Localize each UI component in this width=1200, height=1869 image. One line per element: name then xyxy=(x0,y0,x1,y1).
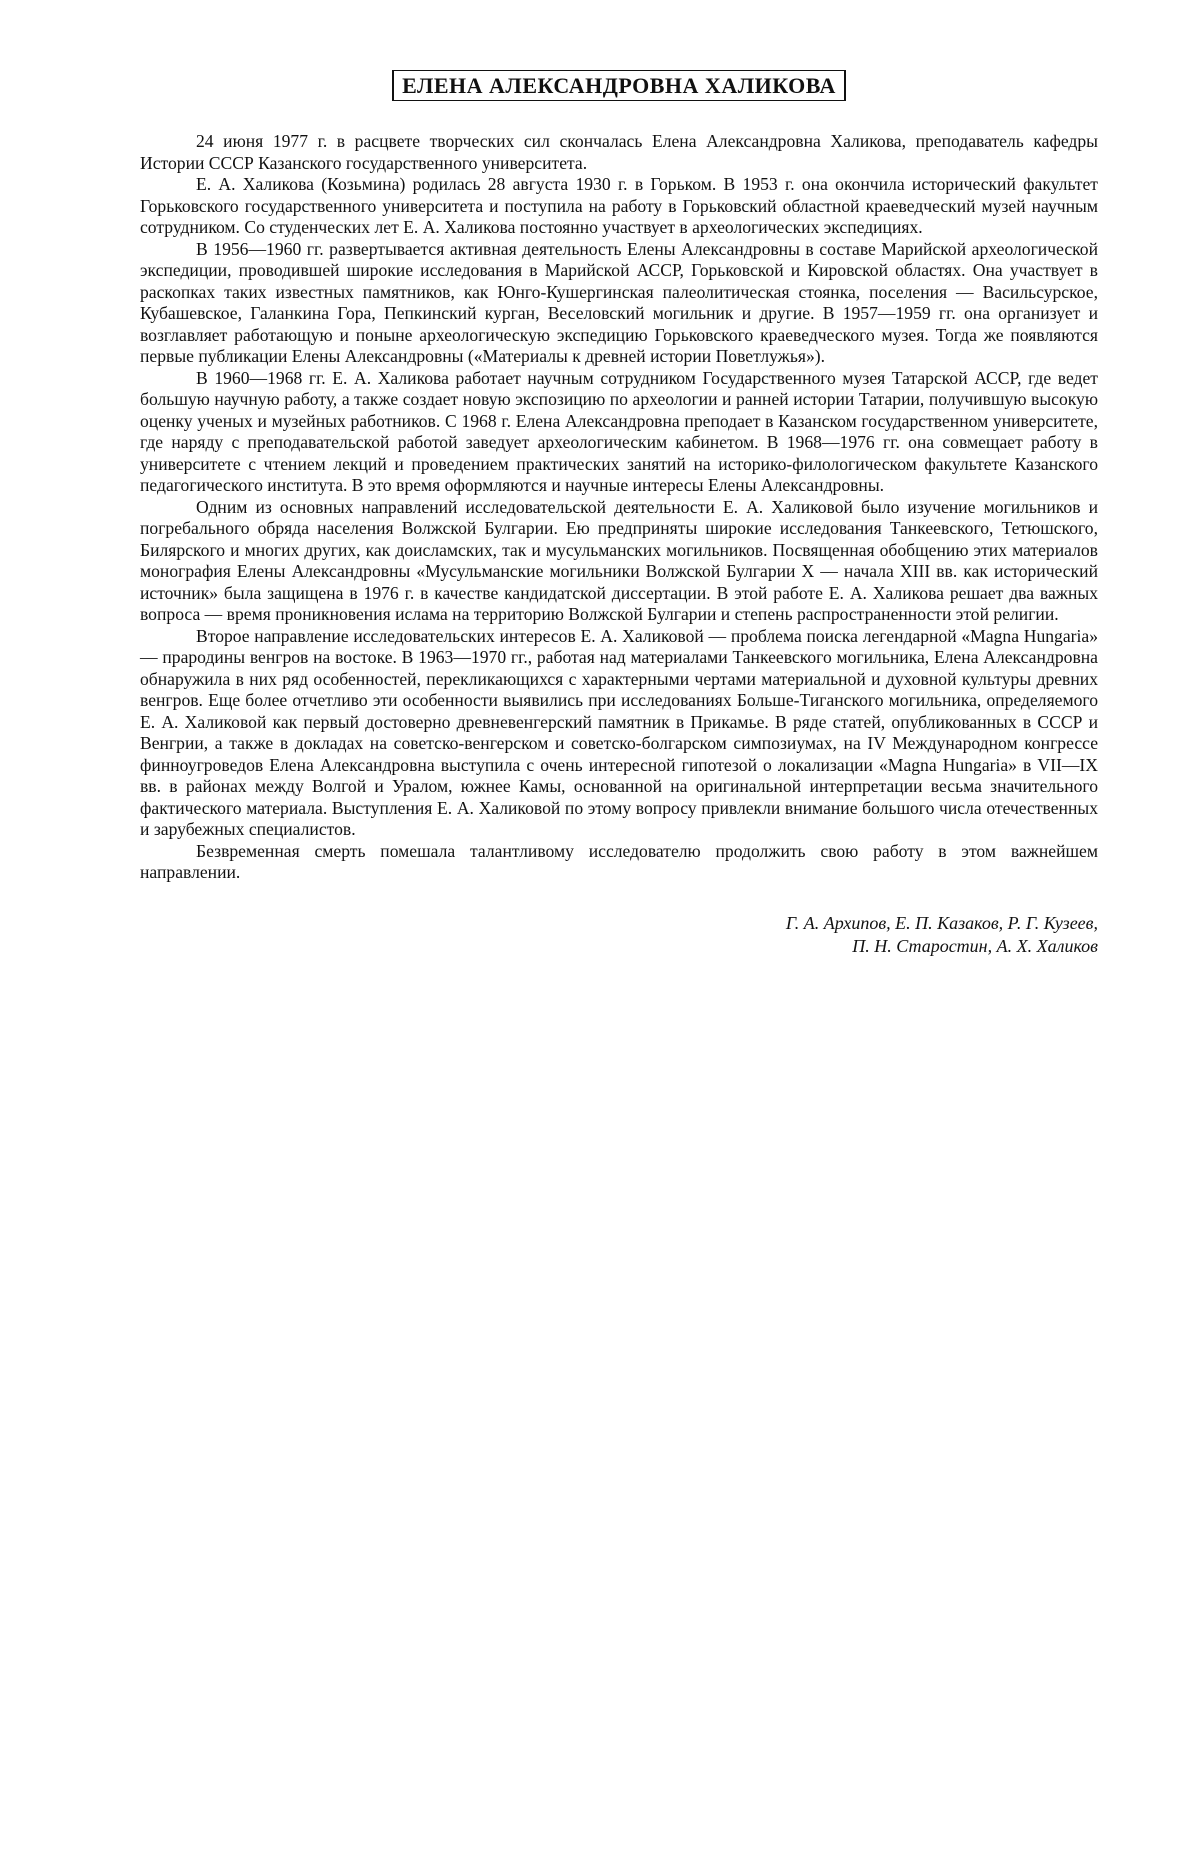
paragraph: Второе направление исследовательских интересов Е. А. Халиковой — проблема поиска легендарной «Magna Hungaria» — прародины венгров на востоке. В 1963—1970 гг., работая над материалами Танкеевского могильника, Елена Александровна обнаружила в них ряд особенностей, перекликающихся с характерными чертами материальной и духовной культуры древних венгров. Еще более отчетливо эти особенности выявились при исследованиях Больше-Тиганского могильника, определяемого Е. А. Халиковой как первый достоверно древневенгерский памятник в Прикамье. В ряде статей, опубликованных в СССР и Венгрии, а также в докладах на советско-венгерском и советско-болгарском симпозиумах, на IV Международном конгрессе финноугроведов Елена Александровна выступила с очень интересной гипотезой о локализации «Magna Hungaria» в VII—IX вв. в районах между Волгой и Уралом, южнее Камы, основанной на оригинальной интерпретации весьма значительного фактического материала. Выступления Е. А. Халиковой по этому вопросу привлекли внимание большого числа отечественных и зарубежных специалистов. xyxy=(140,625,1098,839)
paragraph: В 1960—1968 гг. Е. А. Халикова работает научным сотрудником Государственного музея Татарской АССР, где ведет большую научную работу, а также создает новую экспозицию по археологии и ранней истории Татарии, получившую высокую оценку ученых и музейных работников. С 1968 г. Елена Александровна преподает в Казанском государственном университете, где наряду с преподавательской работой заведует археологическим кабинетом. В 1968—1976 гг. она совмещает работу в университете с чтением лекций и проведением практических занятий на историко-филологическом факультете Казанского педагогического института. В это время оформляются и научные интересы Елены Александровны. xyxy=(140,367,1098,495)
signature-line: П. Н. Старостин, А. Х. Халиков xyxy=(852,935,1098,956)
title-block xyxy=(140,70,1098,101)
paragraph: 24 июня 1977 г. в расцвете творческих сил скончалась Елена Александровна Халикова, преподаватель кафедры Истории СССР Казанского государственного университета. xyxy=(140,131,1098,173)
paragraph: Безвременная смерть помешала талантливому исследователю продолжить свою работу в этом важнейшем направлении. xyxy=(140,840,1098,882)
signature-line: Г. А. Архипов, Е. П. Казаков, Р. Г. Кузеев, xyxy=(785,912,1098,933)
document-page xyxy=(140,60,1098,958)
paragraph: Одним из основных направлений исследовательской деятельности Е. А. Халиковой было изучение могильников и погребального обряда населения Волжской Булгарии. Ею предприняты широкие исследования Танкеевского, Тетюшского, Билярского и многих других, как доисламских, так и мусульманских могильников. Посвященная обобщению этих материалов монография Елены Александровны «Мусульманские могильники Волжской Булгарии X — начала XIII вв. как исторический источник» была защищена в 1976 г. в качестве кандидатской диссертации. В этой работе Е. А. Халикова решает два важных вопроса — время проникновения ислама на территорию Волжской Булгарии и степень распространенности этой религии. xyxy=(140,496,1098,624)
paragraph: В 1956—1960 гг. развертывается активная деятельность Елены Александровны в составе Марийской археологической экспедиции, проводившей широкие исследования в Марийской АССР, Горьковской и Кировской областях. Она участвует в раскопках таких известных памятников, как Юнго-Кушергинская палеолитическая стоянка, поселения — Васильсурское, Кубашевское, Галанкина Гора, Пепкинский курган, Веселовский могильник и другие. В 1957—1959 гг. она организует и возглавляет работающую и поныне археологическую экспедицию Горьковского краеведческого музея. Тогда же появляются первые публикации Елены Александровны («Материалы к древней истории Поветлужья»). xyxy=(140,238,1098,366)
paragraph: Е. А. Халикова (Козьмина) родилась 28 августа 1930 г. в Горьком. В 1953 г. она окончила исторический факультет Горьковского государственного университета и поступила на работу в Горьковский областной краеведческий музей научным сотрудником. Со студенческих лет Е. А. Халикова постоянно участвует в археологических экспедициях. xyxy=(140,174,1098,237)
body-text xyxy=(140,131,1098,884)
page-title: ЕЛЕНА АЛЕКСАНДРОВНА ХАЛИКОВА xyxy=(392,70,846,101)
signature-block xyxy=(140,912,1098,958)
